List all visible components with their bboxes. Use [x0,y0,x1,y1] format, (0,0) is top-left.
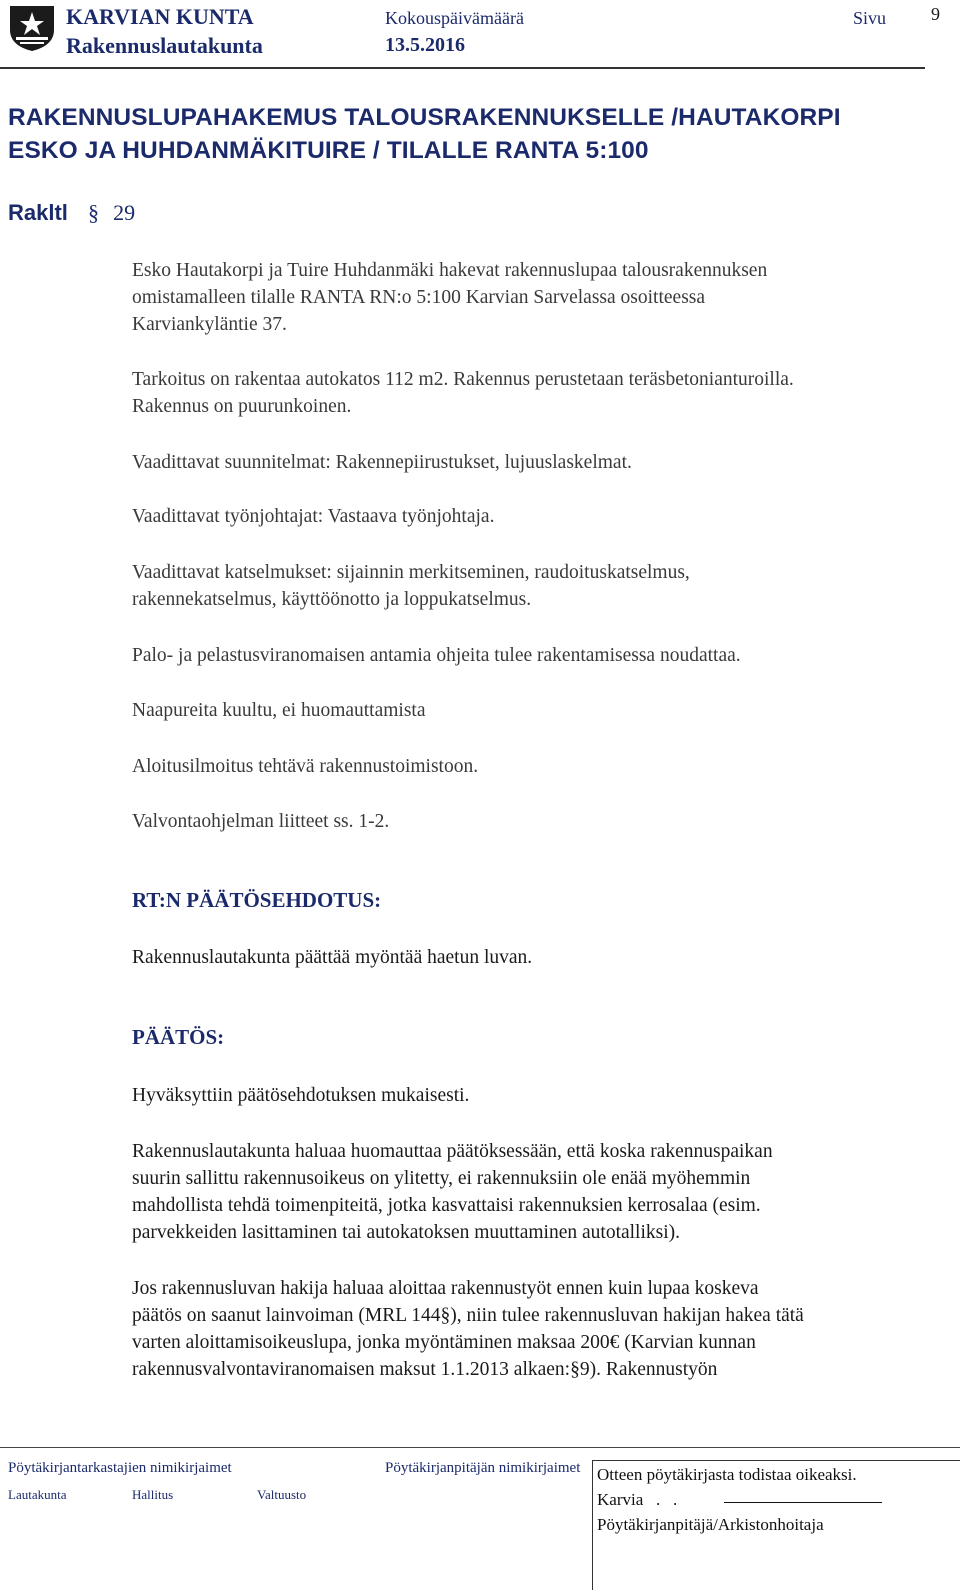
section-marker [8,200,135,226]
paragraph-early-start [132,1275,932,1383]
footer-valtuusto: Valtuusto [257,1487,307,1502]
footer-lautakunta: Lautakunta [8,1487,67,1502]
decision-text: Hyväksyttiin päätösehdotuksen mukaisesti. [132,1085,470,1106]
text-line: Jos rakennusluvan hakija haluaa aloittaa rakennustyöt ennen kuin lupaa koskeva [132,1278,759,1299]
page-label: Sivu [853,8,887,28]
section-code: Rakltl [8,200,68,225]
text-line: Vaadittavat katselmukset: sijainnin merkitseminen, raudoituskatselmus, [132,562,690,583]
paragraph-sign: § [88,200,100,225]
title-line-1: RAKENNUSLUPAHAKEMUS TALOUSRAKENNUKSELLE /HAUTAKORPI [8,104,841,131]
paragraph-fire-safety: Palo- ja pelastusviranomaisen antamia ohjeita tulee rakentamisessa noudattaa. [132,645,741,666]
section-number: 29 [113,200,136,225]
paragraph-plans: Vaadittavat suunnitelmat: Rakennepiirustukset, lujuuslaskelmat. [132,452,632,473]
inspectors-initials-label: Pöytäkirjantarkastajien nimikirjaimet [8,1460,232,1476]
page-number: 9 [931,4,940,24]
footer-hallitus: Hallitus [132,1487,174,1502]
meeting-date-label: Kokouspäivämäärä [385,8,524,28]
paragraph-start-notice: Aloitusilmoitus tehtävä rakennustoimistoon. [132,756,479,777]
certify-place: Karvia . . [597,1490,678,1509]
text-line: päätös on saanut lainvoiman (MRL 144§), niin tulee rakennusluvan hakijan hakea tätä [132,1305,804,1326]
paragraph-inspections [132,559,932,613]
text-line: rakennusvalvontaviranomaisen maksut 1.1.2013 alkaen:§9). Rakennustyön [132,1359,718,1380]
paragraph-attachments: Valvontaohjelman liitteet ss. 1-2. [132,811,390,832]
text-line: mahdollista tehdä toimenpiteitä, jotka kasvattaisi rakennuksien kerrosalaa (esim. [132,1195,761,1216]
signature-line [724,1502,882,1503]
title-line-2: ESKO JA HUHDANMÄKITUIRE / TILALLE RANTA 5:100 [8,137,649,164]
text-line: rakennekatselmus, käyttöönotto ja loppukatselmus. [132,589,532,610]
certification-text [597,1462,857,1537]
org-name: KARVIAN KUNTA [66,4,254,29]
proposal-heading: RT:N PÄÄTÖSEHDOTUS: [132,888,382,912]
paragraph-application [132,257,932,338]
certify-role: Pöytäkirjanpitäjä/Arkistonhoitaja [597,1515,824,1534]
board-name: Rakennuslautakunta [66,33,263,58]
text-line: Karviankyläntie 37. [132,314,287,335]
decision-heading: PÄÄTÖS: [132,1025,225,1049]
text-line: Rakennus on puurunkoinen. [132,396,352,417]
secretary-initials-label: Pöytäkirjanpitäjän nimikirjaimet [385,1460,581,1476]
footer-divider [0,1447,960,1448]
text-line: parvekkeiden lasittaminen tai autokatoksen muuttaminen autotalliksi). [132,1222,681,1243]
paragraph-supervisors: Vaadittavat työnjohtajat: Vastaava työnjohtaja. [132,506,495,527]
paragraph-remark [132,1138,932,1246]
proposal-text: Rakennuslautakunta päättää myöntää haetun luvan. [132,947,533,968]
header-divider [0,67,925,69]
coat-of-arms-icon [8,4,56,52]
text-line: varten aloittamisoikeuslupa, jonka myöntäminen maksaa 200€ (Karvian kunnan [132,1332,756,1353]
text-line: Rakennuslautakunta haluaa huomauttaa päätöksessään, että koska rakennuspaikan [132,1141,773,1162]
text-line: Tarkoitus on rakentaa autokatos 112 m2. Rakennus perustetaan teräsbetonianturoilla. [132,369,794,390]
text-line: omistamalleen tilalle RANTA RN:o 5:100 Karvian Sarvelassa osoitteessa [132,287,706,308]
certify-line: Otteen pöytäkirjasta todistaa oikeaksi. [597,1465,857,1484]
paragraph-neighbours: Naapureita kuultu, ei huomauttamista [132,700,426,721]
meeting-date: 13.5.2016 [385,34,465,56]
text-line: Esko Hautakorpi ja Tuire Huhdanmäki hakevat rakennuslupaa talousrakennuksen [132,260,768,281]
paragraph-purpose [132,366,932,420]
document-title [8,101,948,167]
text-line: suurin sallittu rakennusoikeus on ylitetty, ei rakennuksiin ole enää myöhemmin [132,1168,751,1189]
